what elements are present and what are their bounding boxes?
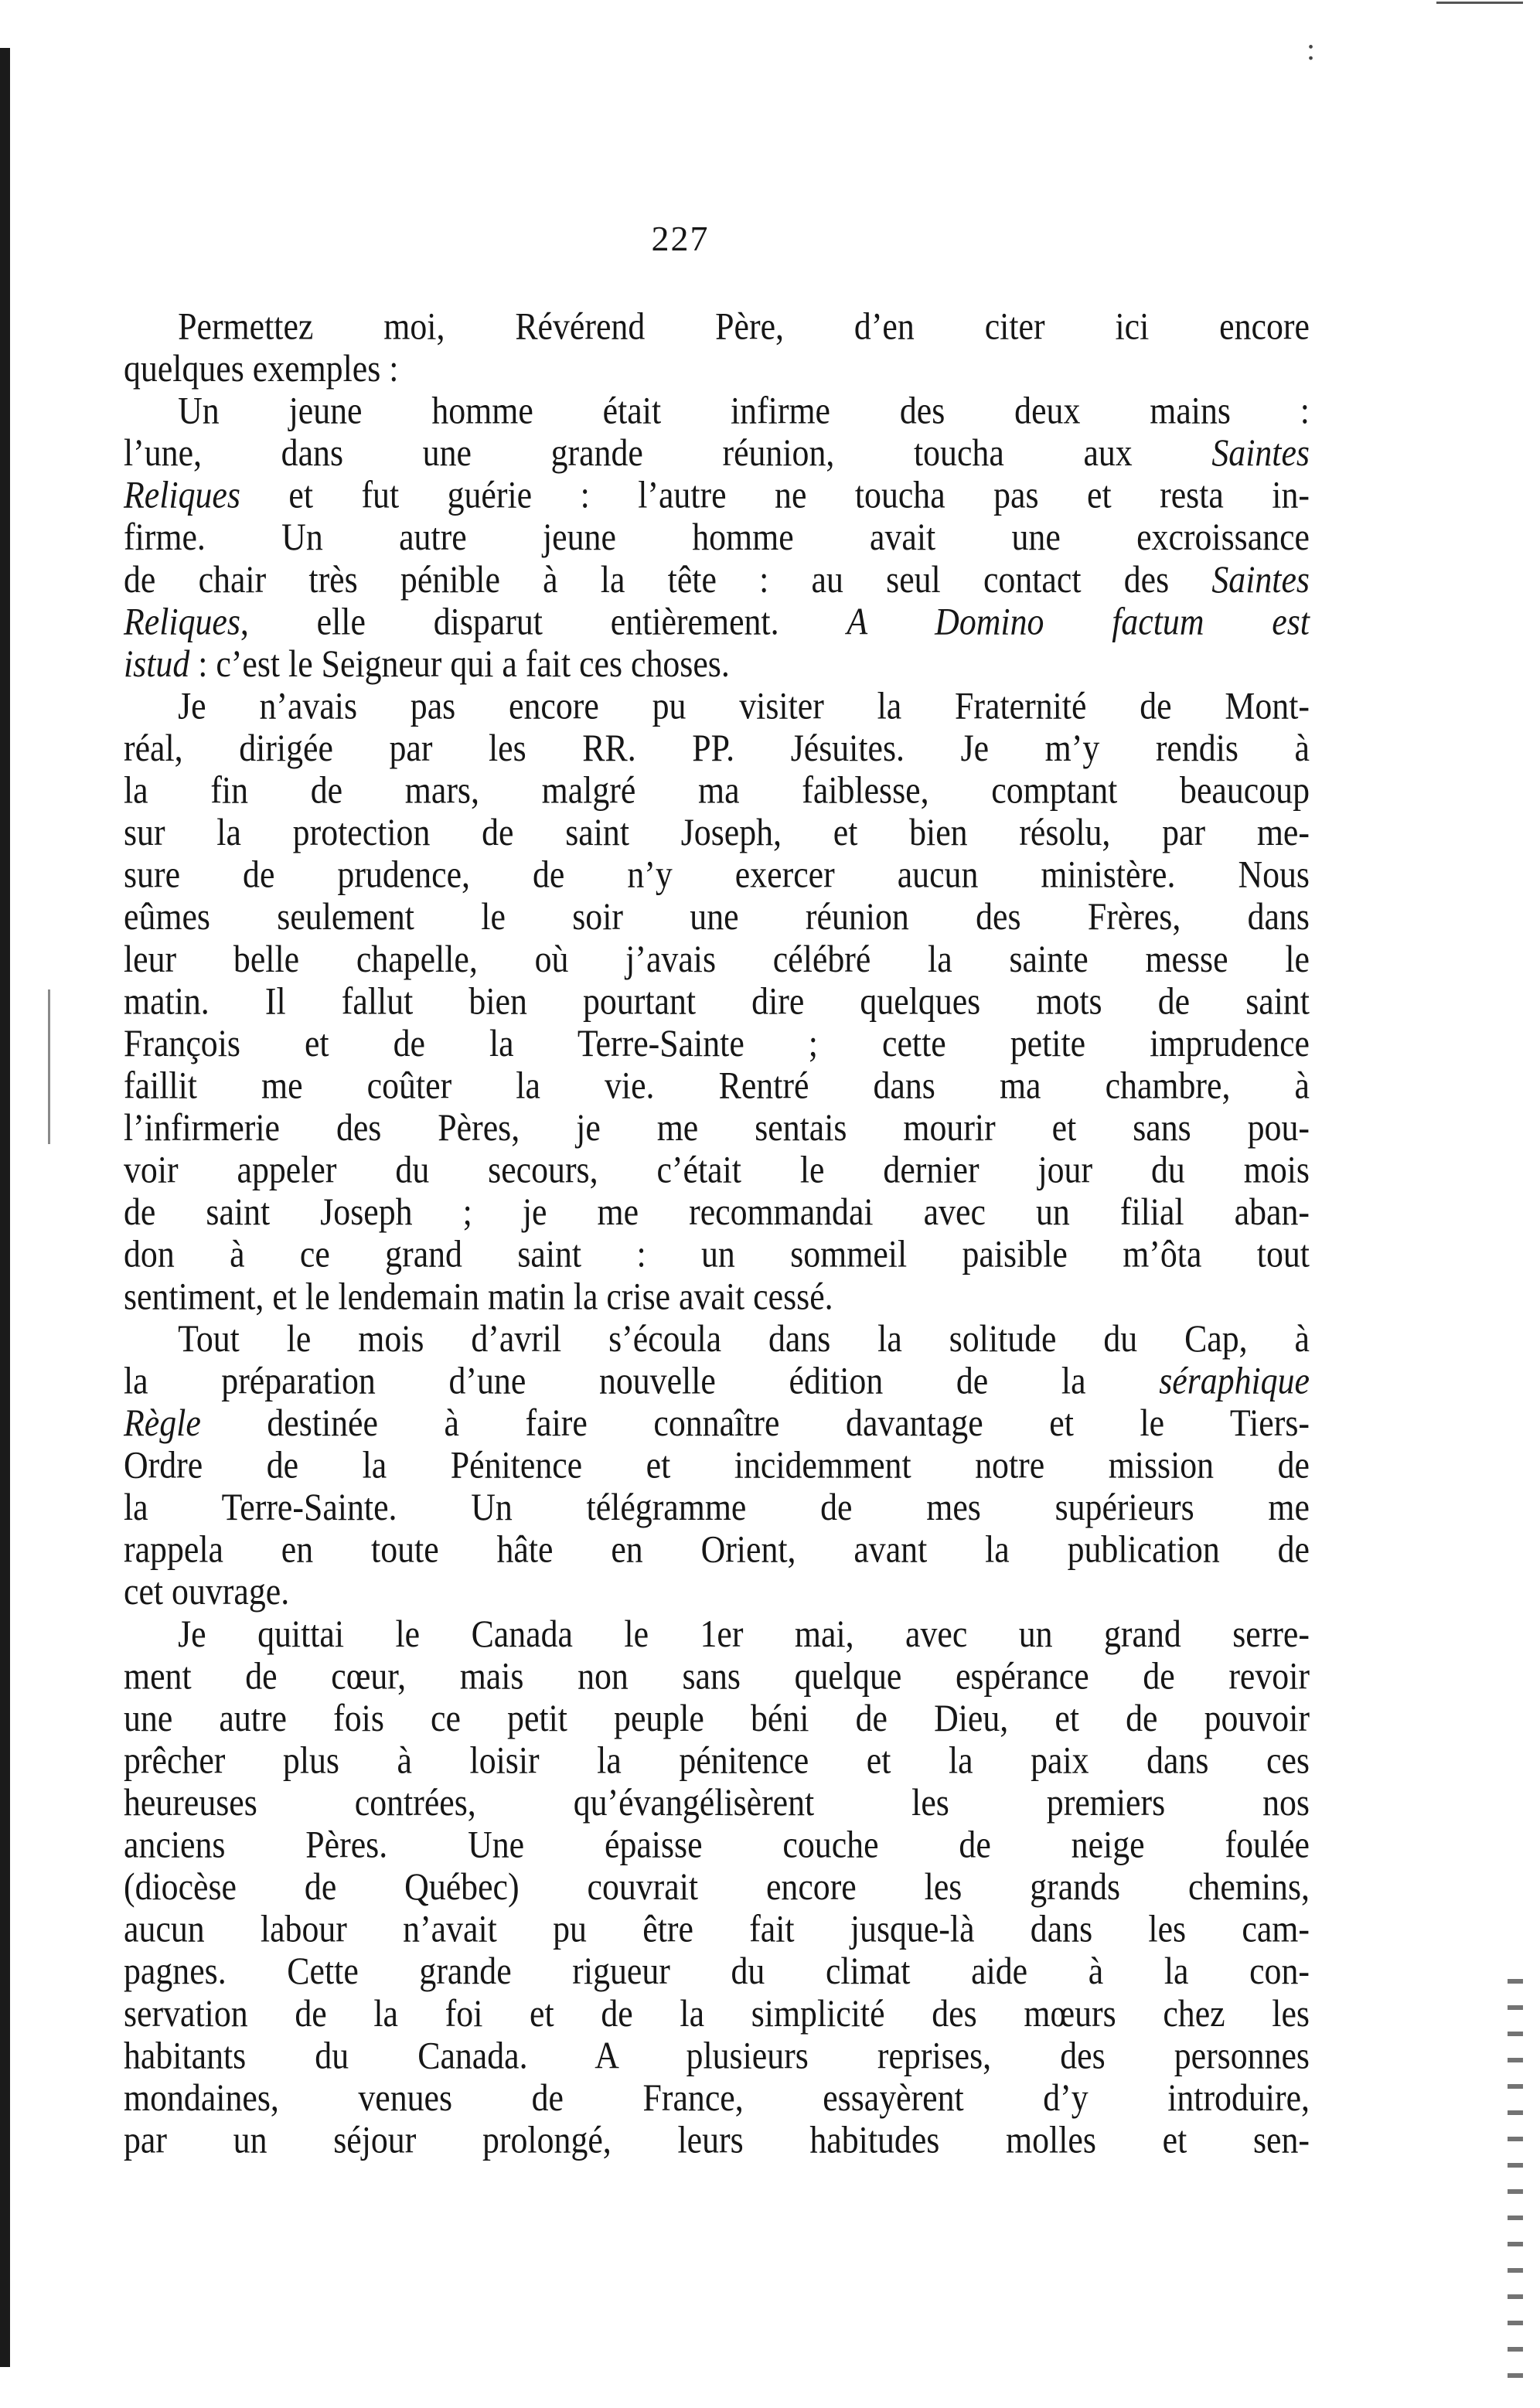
text-line: rappela en toute hâte en Orient, avant la publication de: [124, 1528, 1310, 1571]
text-line: firme. Un autre jeune homme avait une excroissance: [124, 515, 1310, 559]
text-line: eûmes seulement le soir une réunion des Frères, dans: [124, 894, 1310, 938]
page-number: 227: [651, 219, 710, 258]
text-line: quelques exemples :: [124, 346, 399, 390]
text-line: sure de prudence, de n’y exercer aucun ministère. Nous: [124, 853, 1310, 896]
text-line: Ordre de la Pénitence et incidemment notre mission de: [124, 1442, 1310, 1487]
text-run: destinée à faire connaître davantage et le Tiers-: [200, 1401, 1310, 1445]
text-line: Permettez moi, Révérend Père, d’en citer ici encore: [178, 304, 1310, 348]
text-line: mondaines, venues de France, essayèrent d’y introduire,: [124, 2076, 1310, 2120]
text-run: et fut guérie : l’autre ne toucha pas et resta in-: [240, 473, 1310, 516]
binding-edge-shadow: [0, 48, 10, 2367]
text-line: de saint Joseph ; je me recommandai avec un filial aban-: [124, 1190, 1310, 1234]
scan-artifact-top: [1436, 2, 1523, 10]
text-line: Un jeune homme était infirme des deux mains :: [178, 388, 1310, 432]
text-line: heureuses contrées, qu’évangélisèrent les premiers nos: [124, 1780, 1310, 1824]
text-line: pagnes. Cette grande rigueur du climat aide à la con-: [124, 1949, 1310, 1993]
text-line: ment de cœur, mais non sans quelque espérance de revoir: [124, 1654, 1310, 1698]
text-line: sentiment, et le lendemain matin la crise avait cessé.: [124, 1274, 833, 1318]
text-run: la préparation d’une nouvelle édition de la: [124, 1358, 1160, 1402]
text-line: don à ce grand saint : un sommeil paisible m’ôta tout: [124, 1232, 1310, 1276]
text-line: [124, 642, 1310, 685]
text-line: une autre fois ce petit peuple béni de Dieu, et de pouvoir: [124, 1696, 1310, 1740]
text-line: réal, dirigée par les RR. PP. Jésuites. Je m’y rendis à: [124, 726, 1310, 770]
text-line: servation de la foi et de la simplicité des mœurs chez les: [124, 1991, 1310, 2035]
text-run: , elle disparut entièrement.: [240, 599, 847, 643]
text-run: : c’est le Seigneur qui a fait ces choses.: [189, 642, 730, 686]
text-line: faillit me coûter la vie. Rentré dans ma chambre, à: [124, 1063, 1310, 1107]
text-line: [124, 558, 1310, 601]
text-line: voir appeler du secours, c’était le dernier jour du mois: [124, 1147, 1310, 1191]
text-line: leur belle chapelle, où j’avais célébré la sainte messe le: [124, 937, 1310, 980]
text-run: l’une, dans une grande réunion, toucha aux: [124, 431, 1212, 475]
italic-text: istud: [124, 642, 190, 686]
text-line: Tout le mois d’avril s’écoula dans la solitude du Cap, à: [178, 1316, 1310, 1360]
text-line: cet ouvrage.: [124, 1569, 290, 1613]
text-line: [124, 1360, 1310, 1402]
text-line: l’infirmerie des Pères, je me sentais mourir et sans pou-: [124, 1105, 1310, 1150]
text-line: anciens Pères. Une épaisse couche de neige foulée: [124, 1822, 1310, 1866]
italic-text: A Domino factum est: [847, 599, 1310, 643]
text-line: Je quittai le Canada le 1er mai, avec un grand serre-: [178, 1612, 1310, 1655]
text-line: la fin de mars, malgré ma faiblesse, comptant beaucoup: [124, 768, 1310, 812]
text-line: Je n’avais pas encore pu visiter la Fraternité de Mont-: [178, 683, 1310, 727]
italic-text: Règle: [124, 1401, 201, 1445]
italic-text: Reliques: [124, 473, 240, 516]
scan-artifact-right: [1508, 1979, 1523, 2396]
text-line: par un séjour prolongé, leurs habitudes molles et sen-: [124, 2117, 1310, 2161]
text-line: sur la protection de saint Joseph, et bien résolu, par me-: [124, 810, 1310, 854]
text-line: [124, 474, 1310, 516]
text-line: François et de la Terre-Sainte ; cette petite imprudence: [124, 1021, 1310, 1065]
italic-text: séraphique: [1159, 1358, 1310, 1402]
italic-text: Saintes: [1211, 431, 1310, 475]
text-line: aucun labour n’avait pu être fait jusque-là dans les cam-: [124, 1907, 1310, 1950]
italic-text: Reliques: [124, 599, 240, 643]
text-line: (diocèse de Québec) couvrait encore les grands chemins,: [124, 1865, 1310, 1909]
text-line: habitants du Canada. A plusieurs reprises, des personnes: [124, 2033, 1310, 2077]
text-line: matin. Il fallut bien pourtant dire quelques mots de saint: [124, 979, 1310, 1023]
text-line: [124, 1402, 1310, 1445]
scan-artifact-colon: :: [1307, 32, 1316, 66]
text-line: [124, 432, 1310, 475]
text-run: de chair très pénible à la tête : au seul contact des: [124, 557, 1212, 601]
scan-artifact: [48, 989, 50, 1144]
italic-text: Saintes: [1211, 557, 1310, 601]
body-text: [124, 305, 1310, 2161]
text-line: [124, 601, 1310, 643]
text-line: prêcher plus à loisir la pénitence et la paix dans ces: [124, 1738, 1310, 1782]
text-line: la Terre-Sainte. Un télégramme de mes supérieurs me: [124, 1485, 1310, 1529]
